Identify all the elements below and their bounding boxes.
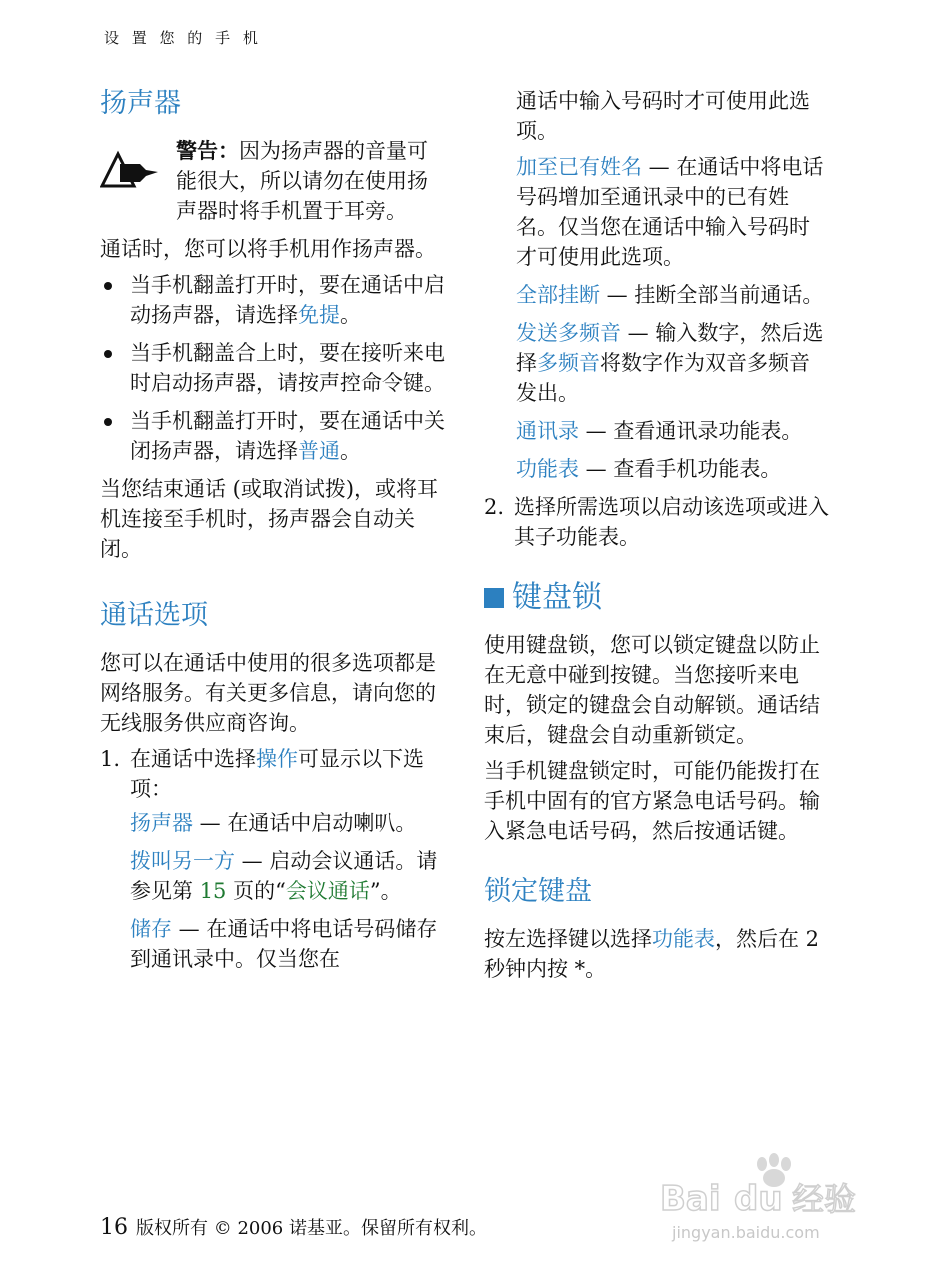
page-footer	[100, 1214, 487, 1240]
step-2	[484, 492, 829, 552]
speaker-heading: 扬声器	[100, 88, 181, 119]
step-number: 2.	[484, 495, 505, 519]
warning-block	[100, 136, 445, 226]
list-item	[100, 270, 445, 330]
copyright: 版权所有 © 2006 诺基亚。保留所有权利。	[136, 1218, 487, 1239]
options-steps	[100, 744, 445, 974]
watermark-cn: 经验	[792, 1180, 857, 1218]
step-text: 可显示以下选项：	[130, 747, 424, 801]
speaker-closing: 当您结束通话 (或取消试拨)，或将耳机连接至手机时，扬声器会自动关闭。	[100, 477, 439, 561]
option-desc: ”。	[369, 879, 402, 903]
option-desc: — 在通话中将电话号码储存到通讯录中。仅当您在	[130, 917, 438, 971]
keylock-para-2: 当手机键盘锁定时，可能仍能拨打在手机中固有的官方紧急电话号码。输入紧急电话号码，然后按通话键。	[484, 759, 820, 843]
keylock-para-1: 使用键盘锁，您可以锁定键盘以防止在无意中碰到按键。当您接听来电时，锁定的键盘会自动解锁。通话结束后，键盘会自动重新锁定。	[484, 633, 820, 747]
conference-ref-link[interactable]: 会议通话	[285, 879, 370, 903]
option-desc: — 查看通讯录功能表。	[579, 419, 803, 443]
lock-keypad-para	[484, 924, 829, 984]
right-column	[484, 86, 829, 990]
contacts-link[interactable]: 通讯录	[516, 419, 579, 443]
lock-keypad-heading: 锁定键盘	[484, 876, 592, 907]
warning-text: 因为扬声器的音量可能很大，所以请勿在使用扬声器时将手机置于耳旁。	[176, 139, 428, 223]
add-to-name-link[interactable]: 加至已有姓名	[516, 155, 642, 179]
bullet-text: 当手机翻盖打开时，要在通话中启动扬声器，请选择	[130, 273, 445, 327]
lock-text: 按左选择键以选择	[484, 927, 652, 951]
warning-hand-icon	[100, 136, 176, 226]
steps-continued	[484, 492, 829, 552]
call-options-heading: 通话选项	[100, 600, 208, 631]
option-desc: — 查看手机功能表。	[579, 457, 782, 481]
send-dtmf-link[interactable]: 发送多频音	[516, 321, 621, 345]
step-1	[100, 744, 445, 974]
option-desc: — 在通话中启动喇叭。	[193, 811, 417, 835]
running-title: 设 置 您 的 手 机	[104, 29, 262, 47]
end-all-link[interactable]: 全部挂断	[516, 283, 600, 307]
option-send-dtmf	[516, 318, 829, 408]
keypad-lock-heading	[484, 580, 829, 616]
save-continued: 通话中输入号码时才可使用此选项。	[516, 89, 810, 143]
option-save	[130, 914, 445, 974]
normal-link[interactable]: 普通	[298, 439, 340, 463]
page-ref[interactable]: 15	[199, 879, 227, 903]
option-desc: — 挂断全部当前通话。	[600, 283, 824, 307]
options-link[interactable]: 操作	[256, 747, 298, 771]
bullet-text: 当手机翻盖打开时，要在通话中关闭扬声器，请选择	[130, 409, 445, 463]
watermark-brand2: du	[734, 1179, 783, 1219]
option-desc: 将数字作为双音多频音发出。	[516, 351, 810, 405]
option-desc: — 启动会议通话。请参见第	[130, 849, 438, 903]
left-column	[100, 86, 445, 982]
new-call-option-link[interactable]: 拨叫另一方	[130, 849, 235, 873]
option-desc: — 在通话中将电话号码增加至通讯录中的已有姓名。仅当您在通话中输入号码时才可使用此选项。	[516, 155, 824, 269]
dtmf-link[interactable]: 多频音	[537, 351, 600, 375]
step-text: 在通话中选择	[130, 747, 256, 771]
bullet-end: 。	[340, 439, 361, 463]
warning-label: 警告：	[176, 138, 239, 163]
option-end-all	[516, 280, 829, 310]
option-contacts	[516, 416, 829, 446]
bullet-end: 。	[340, 303, 361, 327]
lock-text: ，然后在 2 秒钟内按 *。	[484, 927, 820, 981]
option-menu	[516, 454, 829, 484]
list-item	[100, 406, 445, 466]
option-new-call	[130, 846, 445, 906]
step-number: 1.	[100, 747, 121, 771]
keypad-lock-title: 键盘锁	[512, 580, 602, 615]
list-item	[100, 338, 445, 398]
step-text: 选择所需选项以启动该选项或进入其子功能表。	[514, 495, 829, 549]
watermark-url: jingyan.baidu.com	[672, 1223, 820, 1242]
section-square-icon	[484, 588, 504, 608]
baidu-watermark	[658, 1150, 868, 1250]
call-options-intro: 您可以在通话中使用的很多选项都是网络服务。有关更多信息，请向您的无线服务供应商咨询。	[100, 651, 436, 735]
option-add-to-name	[516, 152, 829, 272]
menu-link[interactable]: 功能表	[516, 457, 579, 481]
save-option-link[interactable]: 储存	[130, 917, 172, 941]
watermark-brand: Bai	[660, 1179, 721, 1219]
option-desc: 页的“	[226, 879, 286, 903]
lock-menu-link[interactable]: 功能表	[652, 927, 715, 951]
handsfree-link[interactable]: 免提	[298, 303, 340, 327]
speaker-intro: 通话时，您可以将手机用作扬声器。	[100, 237, 436, 261]
speaker-option-link[interactable]: 扬声器	[130, 811, 193, 835]
option-desc: — 输入数字，然后选择	[516, 321, 824, 375]
bullet-text: 当手机翻盖合上时，要在接听来电时启动扬声器，请按声控命令键。	[130, 341, 445, 395]
option-speaker	[130, 808, 445, 838]
page-number: 16	[100, 1215, 128, 1240]
speaker-bullets	[100, 270, 445, 466]
